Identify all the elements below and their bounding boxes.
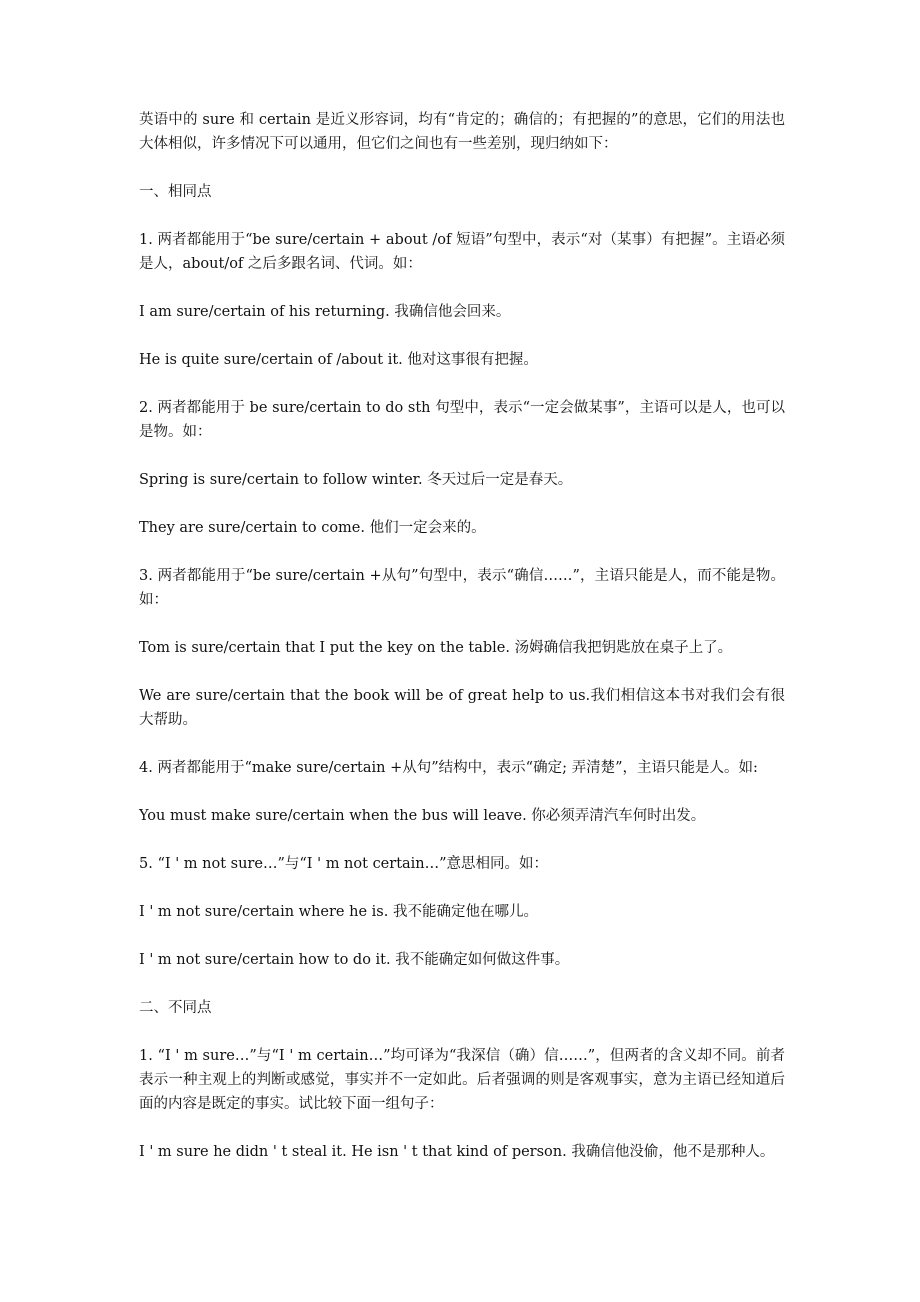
intro-paragraph: 英语中的 sure 和 certain 是近义形容词，均有“肯定的；确信的；有把握的”的意思，它们的用法也大体相似，许多情况下可以通用，但它们之间也有一些差别，现归纳如下： bbox=[139, 112, 785, 152]
example-sentence: They are sure/certain to come. 他们一定会来的。 bbox=[139, 520, 486, 536]
example-sentence: I ' m not sure/certain where he is. 我不能确定他在哪儿。 bbox=[139, 904, 538, 920]
example-sentence: Spring is sure/certain to follow winter. 冬天过后一定是春天。 bbox=[139, 472, 573, 488]
point-1-paragraph: 1. 两者都能用于“be sure/certain + about /of 短语”句型中，表示“对（某事）有把握”。主语必须是人，about/of 之后多跟名词、代词。如： bbox=[139, 232, 785, 272]
section-heading-similarities: 一、相同点 bbox=[139, 184, 212, 200]
example-sentence: We are sure/certain that the book will be of great help to us.我们相信这本书对我们会有很大帮助。 bbox=[139, 688, 785, 728]
example-sentence: Tom is sure/certain that I put the key on the table. 汤姆确信我把钥匙放在桌子上了。 bbox=[139, 640, 733, 656]
point-3-paragraph: 3. 两者都能用于“be sure/certain +从句”句型中，表示“确信……”，主语只能是人，而不能是物。如： bbox=[139, 568, 785, 608]
document-body bbox=[139, 108, 785, 1188]
point-5-paragraph: 5. “I ' m not sure…”与“I ' m not certain…”意思相同。如： bbox=[139, 856, 549, 872]
example-sentence: I ' m not sure/certain how to do it. 我不能确定如何做这件事。 bbox=[139, 952, 570, 968]
difference-1-paragraph: 1. “I ' m sure…”与“I ' m certain…”均可译为“我深信（确）信……”，但两者的含义却不同。前者表示一种主观上的判断或感觉，事实并不一定如此。后者强调的则是客观事实，意为主语已经知道后面的内容是既定的事实。试比较下面一组句子： bbox=[139, 1048, 785, 1112]
point-2-paragraph: 2. 两者都能用于 be sure/certain to do sth 句型中，表示“一定会做某事”，主语可以是人，也可以是物。如： bbox=[139, 400, 785, 440]
example-sentence: You must make sure/certain when the bus will leave. 你必须弄清汽车何时出发。 bbox=[139, 808, 706, 824]
example-sentence: I ' m sure he didn ' t steal it. He isn ' t that kind of person. 我确信他没偷，他不是那种人。 bbox=[139, 1144, 775, 1160]
section-heading-differences: 二、不同点 bbox=[139, 1000, 212, 1016]
example-sentence: He is quite sure/certain of /about it. 他对这事很有把握。 bbox=[139, 352, 538, 368]
example-sentence: I am sure/certain of his returning. 我确信他会回来。 bbox=[139, 304, 511, 320]
point-4-paragraph: 4. 两者都能用于“make sure/certain +从句”结构中，表示“确定; 弄清楚”，主语只能是人。如: bbox=[139, 760, 758, 776]
